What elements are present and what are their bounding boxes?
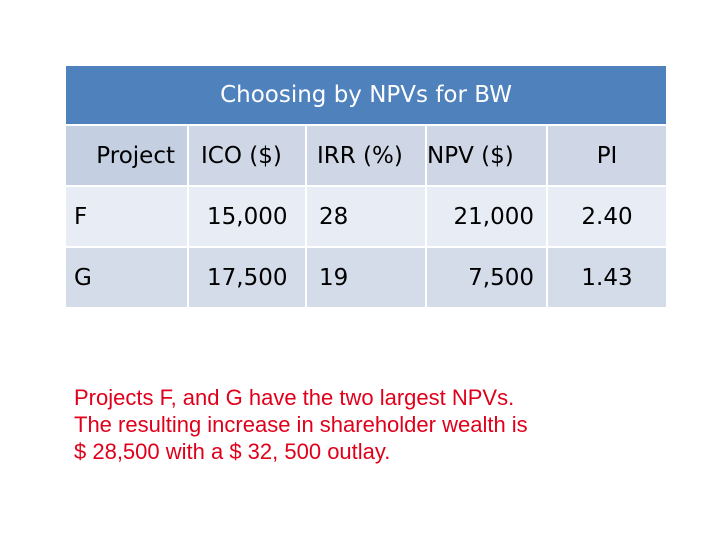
column-header-project: Project xyxy=(66,125,188,186)
cell-ico: 15,000 xyxy=(188,186,306,247)
table-header-row xyxy=(66,125,666,186)
column-header-ico: ICO ($) xyxy=(188,125,306,186)
cell-irr: 19 xyxy=(306,247,426,307)
table-row xyxy=(66,247,666,307)
table-title: Choosing by NPVs for BW xyxy=(66,66,666,125)
cell-pi: 1.43 xyxy=(547,247,666,307)
npv-comparison-table xyxy=(66,66,666,307)
cell-project: G xyxy=(66,247,188,307)
conclusion-line: $ 28,500 with a $ 32, 500 outlay. xyxy=(74,439,391,464)
conclusion-line: The resulting increase in shareholder wealth is xyxy=(74,412,528,437)
conclusion-line: Projects F, and G have the two largest NPVs. xyxy=(74,385,515,410)
cell-npv: 7,500 xyxy=(426,247,547,307)
column-header-irr: IRR (%) xyxy=(306,125,426,186)
cell-pi: 2.40 xyxy=(547,186,666,247)
column-header-pi: PI xyxy=(547,125,666,186)
cell-npv: 21,000 xyxy=(426,186,547,247)
cell-ico: 17,500 xyxy=(188,247,306,307)
column-header-npv: NPV ($) xyxy=(426,125,547,186)
table-row xyxy=(66,186,666,247)
conclusion-text xyxy=(74,384,674,465)
cell-project: F xyxy=(66,186,188,247)
table-title-row xyxy=(66,66,666,125)
cell-irr: 28 xyxy=(306,186,426,247)
